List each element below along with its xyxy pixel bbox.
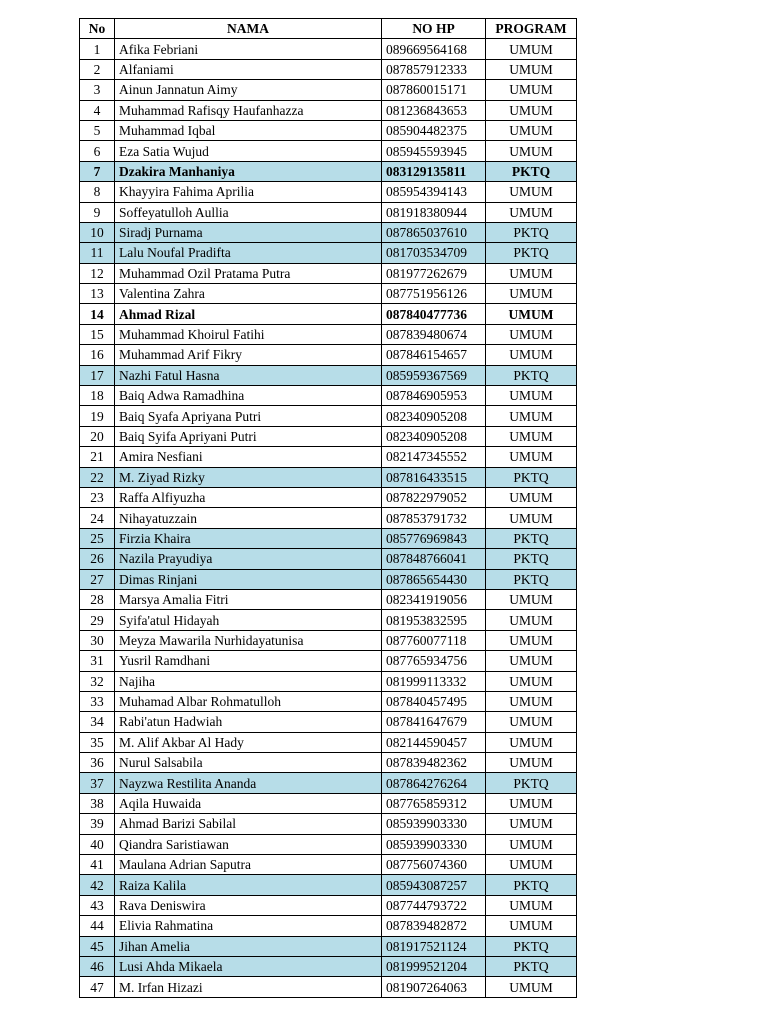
cell-no: 27: [80, 569, 115, 589]
cell-no: 6: [80, 141, 115, 161]
cell-nama: Muhammad Arif Fikry: [115, 345, 382, 365]
cell-nama: Raiza Kalila: [115, 875, 382, 895]
cell-nama: Syifa'atul Hidayah: [115, 610, 382, 630]
cell-program: UMUM: [486, 80, 577, 100]
cell-hp: 081703534709: [382, 243, 486, 263]
cell-program: PKTQ: [486, 467, 577, 487]
table-row: [80, 324, 577, 344]
cell-nama: Lalu Noufal Pradifta: [115, 243, 382, 263]
cell-no: 12: [80, 263, 115, 283]
cell-hp: 087840457495: [382, 691, 486, 711]
table-row: [80, 956, 577, 976]
cell-no: 8: [80, 182, 115, 202]
cell-hp: 081918380944: [382, 202, 486, 222]
cell-nama: Nihayatuzzain: [115, 508, 382, 528]
table-row: [80, 936, 577, 956]
table-row: [80, 447, 577, 467]
cell-no: 10: [80, 222, 115, 242]
cell-hp: 087841647679: [382, 712, 486, 732]
cell-program: UMUM: [486, 100, 577, 120]
cell-hp: 081999521204: [382, 956, 486, 976]
table-row: [80, 39, 577, 59]
cell-hp: 087756074360: [382, 855, 486, 875]
table-row: [80, 549, 577, 569]
cell-nama: Rava Deniswira: [115, 895, 382, 915]
table-row: [80, 589, 577, 609]
cell-no: 39: [80, 814, 115, 834]
cell-hp: 087751956126: [382, 284, 486, 304]
cell-program: UMUM: [486, 447, 577, 467]
table-row: [80, 120, 577, 140]
cell-hp: 085954394143: [382, 182, 486, 202]
table-row: [80, 161, 577, 181]
cell-program: UMUM: [486, 589, 577, 609]
cell-nama: Muhammad Ozil Pratama Putra: [115, 263, 382, 283]
cell-no: 18: [80, 386, 115, 406]
table-row: [80, 365, 577, 385]
table-row: [80, 487, 577, 507]
cell-nama: Baiq Syafa Apriyana Putri: [115, 406, 382, 426]
cell-nama: Nurul Salsabila: [115, 753, 382, 773]
cell-nama: Raffa Alfiyuzha: [115, 487, 382, 507]
table-row: [80, 977, 577, 997]
cell-no: 2: [80, 59, 115, 79]
cell-nama: Marsya Amalia Fitri: [115, 589, 382, 609]
cell-nama: Amira Nesfiani: [115, 447, 382, 467]
table-row: [80, 732, 577, 752]
cell-no: 29: [80, 610, 115, 630]
cell-hp: 081999113332: [382, 671, 486, 691]
cell-hp: 087760077118: [382, 630, 486, 650]
table-row: [80, 141, 577, 161]
cell-nama: Firzia Khaira: [115, 528, 382, 548]
cell-hp: 081917521124: [382, 936, 486, 956]
cell-nama: Elivia Rahmatina: [115, 916, 382, 936]
cell-no: 1: [80, 39, 115, 59]
cell-no: 23: [80, 487, 115, 507]
cell-hp: 082340905208: [382, 406, 486, 426]
table-row: [80, 630, 577, 650]
table-row: [80, 345, 577, 365]
cell-no: 20: [80, 426, 115, 446]
cell-no: 37: [80, 773, 115, 793]
cell-hp: 087840477736: [382, 304, 486, 324]
cell-nama: Jihan Amelia: [115, 936, 382, 956]
cell-hp: 082341919056: [382, 589, 486, 609]
cell-hp: 087846154657: [382, 345, 486, 365]
cell-hp: 087865037610: [382, 222, 486, 242]
cell-program: UMUM: [486, 426, 577, 446]
cell-program: UMUM: [486, 120, 577, 140]
table-row: [80, 895, 577, 915]
cell-no: 3: [80, 80, 115, 100]
cell-hp: 089669564168: [382, 39, 486, 59]
cell-no: 7: [80, 161, 115, 181]
cell-hp: 087860015171: [382, 80, 486, 100]
cell-program: UMUM: [486, 59, 577, 79]
cell-nama: Muhammad Khoirul Fatihi: [115, 324, 382, 344]
cell-program: UMUM: [486, 263, 577, 283]
cell-nama: Lusi Ahda Mikaela: [115, 956, 382, 976]
table-row: [80, 202, 577, 222]
header-hp: NO HP: [382, 19, 486, 39]
table-row: [80, 712, 577, 732]
cell-no: 22: [80, 467, 115, 487]
table-row: [80, 304, 577, 324]
cell-program: UMUM: [486, 753, 577, 773]
cell-program: PKTQ: [486, 161, 577, 181]
cell-program: UMUM: [486, 284, 577, 304]
cell-hp: 082144590457: [382, 732, 486, 752]
cell-hp: 087857912333: [382, 59, 486, 79]
cell-no: 28: [80, 589, 115, 609]
cell-no: 40: [80, 834, 115, 854]
cell-no: 44: [80, 916, 115, 936]
cell-program: UMUM: [486, 834, 577, 854]
cell-nama: Rabi'atun Hadwiah: [115, 712, 382, 732]
cell-nama: Siradj Purnama: [115, 222, 382, 242]
cell-program: UMUM: [486, 814, 577, 834]
table-row: [80, 834, 577, 854]
cell-hp: 087865654430: [382, 569, 486, 589]
cell-nama: Nazila Prayudiya: [115, 549, 382, 569]
cell-hp: 081236843653: [382, 100, 486, 120]
cell-program: PKTQ: [486, 773, 577, 793]
cell-no: 4: [80, 100, 115, 120]
cell-no: 42: [80, 875, 115, 895]
table-body: [80, 39, 577, 997]
table-row: [80, 773, 577, 793]
cell-program: UMUM: [486, 182, 577, 202]
cell-no: 41: [80, 855, 115, 875]
table-row: [80, 610, 577, 630]
cell-no: 9: [80, 202, 115, 222]
cell-program: UMUM: [486, 39, 577, 59]
cell-nama: Aqila Huwaida: [115, 793, 382, 813]
header-row: [80, 19, 577, 39]
table-row: [80, 691, 577, 711]
cell-no: 14: [80, 304, 115, 324]
cell-program: PKTQ: [486, 549, 577, 569]
cell-nama: Dimas Rinjani: [115, 569, 382, 589]
table-row: [80, 182, 577, 202]
table-row: [80, 263, 577, 283]
cell-nama: Ainun Jannatun Aimy: [115, 80, 382, 100]
cell-hp: 087765934756: [382, 651, 486, 671]
cell-nama: Ahmad Barizi Sabilal: [115, 814, 382, 834]
cell-hp: 085939903330: [382, 814, 486, 834]
cell-hp: 087839482872: [382, 916, 486, 936]
table-row: [80, 243, 577, 263]
cell-nama: M. Ziyad Rizky: [115, 467, 382, 487]
cell-no: 17: [80, 365, 115, 385]
cell-no: 19: [80, 406, 115, 426]
cell-no: 31: [80, 651, 115, 671]
cell-hp: 081907264063: [382, 977, 486, 997]
cell-program: UMUM: [486, 345, 577, 365]
cell-hp: 082340905208: [382, 426, 486, 446]
cell-no: 25: [80, 528, 115, 548]
table-row: [80, 222, 577, 242]
cell-program: UMUM: [486, 691, 577, 711]
cell-nama: Khayyira Fahima Aprilia: [115, 182, 382, 202]
table-row: [80, 406, 577, 426]
cell-no: 16: [80, 345, 115, 365]
cell-program: UMUM: [486, 508, 577, 528]
cell-nama: Muhammad Rafisqy Haufanhazza: [115, 100, 382, 120]
cell-program: PKTQ: [486, 569, 577, 589]
cell-program: PKTQ: [486, 528, 577, 548]
cell-hp: 085945593945: [382, 141, 486, 161]
cell-hp: 087839482362: [382, 753, 486, 773]
cell-program: UMUM: [486, 712, 577, 732]
table-row: [80, 100, 577, 120]
cell-no: 34: [80, 712, 115, 732]
table-row: [80, 651, 577, 671]
cell-nama: Najiha: [115, 671, 382, 691]
table-row: [80, 59, 577, 79]
cell-no: 30: [80, 630, 115, 650]
cell-nama: Ahmad Rizal: [115, 304, 382, 324]
cell-program: PKTQ: [486, 222, 577, 242]
cell-nama: Baiq Syifa Apriyani Putri: [115, 426, 382, 446]
cell-program: UMUM: [486, 386, 577, 406]
cell-program: UMUM: [486, 671, 577, 691]
table-row: [80, 467, 577, 487]
cell-nama: Valentina Zahra: [115, 284, 382, 304]
cell-no: 11: [80, 243, 115, 263]
cell-program: UMUM: [486, 202, 577, 222]
cell-program: PKTQ: [486, 365, 577, 385]
cell-hp: 087853791732: [382, 508, 486, 528]
cell-no: 24: [80, 508, 115, 528]
table-row: [80, 508, 577, 528]
cell-program: UMUM: [486, 732, 577, 752]
table-row: [80, 793, 577, 813]
cell-nama: Soffeyatulloh Aullia: [115, 202, 382, 222]
table-row: [80, 753, 577, 773]
cell-no: 5: [80, 120, 115, 140]
cell-no: 26: [80, 549, 115, 569]
table-row: [80, 528, 577, 548]
cell-program: PKTQ: [486, 956, 577, 976]
cell-no: 38: [80, 793, 115, 813]
cell-program: UMUM: [486, 406, 577, 426]
cell-program: UMUM: [486, 651, 577, 671]
table-row: [80, 916, 577, 936]
table-header: [80, 19, 577, 39]
table-row: [80, 569, 577, 589]
cell-nama: Maulana Adrian Saputra: [115, 855, 382, 875]
cell-hp: 085939903330: [382, 834, 486, 854]
cell-nama: Baiq Adwa Ramadhina: [115, 386, 382, 406]
cell-hp: 087846905953: [382, 386, 486, 406]
cell-no: 47: [80, 977, 115, 997]
cell-nama: Nayzwa Restilita Ananda: [115, 773, 382, 793]
cell-nama: Afika Febriani: [115, 39, 382, 59]
cell-program: UMUM: [486, 610, 577, 630]
cell-program: UMUM: [486, 895, 577, 915]
student-table: [79, 18, 577, 998]
cell-program: UMUM: [486, 141, 577, 161]
cell-program: PKTQ: [486, 936, 577, 956]
cell-nama: Nazhi Fatul Hasna: [115, 365, 382, 385]
cell-hp: 087744793722: [382, 895, 486, 915]
cell-nama: Alfaniami: [115, 59, 382, 79]
cell-hp: 082147345552: [382, 447, 486, 467]
cell-hp: 087816433515: [382, 467, 486, 487]
cell-hp: 085776969843: [382, 528, 486, 548]
cell-no: 36: [80, 753, 115, 773]
cell-no: 21: [80, 447, 115, 467]
cell-no: 33: [80, 691, 115, 711]
cell-no: 15: [80, 324, 115, 344]
header-no: No: [80, 19, 115, 39]
cell-hp: 087839480674: [382, 324, 486, 344]
cell-nama: Eza Satia Wujud: [115, 141, 382, 161]
cell-hp: 087864276264: [382, 773, 486, 793]
header-nama: NAMA: [115, 19, 382, 39]
cell-hp: 087848766041: [382, 549, 486, 569]
cell-program: UMUM: [486, 977, 577, 997]
cell-nama: Meyza Mawarila Nurhidayatunisa: [115, 630, 382, 650]
table-row: [80, 284, 577, 304]
cell-program: UMUM: [486, 487, 577, 507]
cell-nama: Qiandra Saristiawan: [115, 834, 382, 854]
cell-nama: M. Alif Akbar Al Hady: [115, 732, 382, 752]
cell-hp: 085904482375: [382, 120, 486, 140]
cell-nama: Dzakira Manhaniya: [115, 161, 382, 181]
cell-nama: Yusril Ramdhani: [115, 651, 382, 671]
cell-nama: Muhammad Iqbal: [115, 120, 382, 140]
cell-no: 32: [80, 671, 115, 691]
cell-no: 46: [80, 956, 115, 976]
table-row: [80, 80, 577, 100]
cell-program: PKTQ: [486, 243, 577, 263]
table-row: [80, 386, 577, 406]
cell-program: UMUM: [486, 793, 577, 813]
cell-program: PKTQ: [486, 875, 577, 895]
cell-program: UMUM: [486, 304, 577, 324]
table-row: [80, 814, 577, 834]
cell-no: 35: [80, 732, 115, 752]
cell-no: 43: [80, 895, 115, 915]
cell-hp: 085959367569: [382, 365, 486, 385]
table-row: [80, 426, 577, 446]
cell-nama: M. Irfan Hizazi: [115, 977, 382, 997]
cell-hp: 081953832595: [382, 610, 486, 630]
cell-no: 45: [80, 936, 115, 956]
table-row: [80, 671, 577, 691]
cell-hp: 083129135811: [382, 161, 486, 181]
header-program: PROGRAM: [486, 19, 577, 39]
cell-hp: 081977262679: [382, 263, 486, 283]
cell-program: UMUM: [486, 916, 577, 936]
table-row: [80, 855, 577, 875]
cell-no: 13: [80, 284, 115, 304]
cell-program: UMUM: [486, 630, 577, 650]
cell-program: UMUM: [486, 855, 577, 875]
cell-hp: 085943087257: [382, 875, 486, 895]
cell-nama: Muhamad Albar Rohmatulloh: [115, 691, 382, 711]
cell-hp: 087822979052: [382, 487, 486, 507]
cell-program: UMUM: [486, 324, 577, 344]
table-row: [80, 875, 577, 895]
cell-hp: 087765859312: [382, 793, 486, 813]
